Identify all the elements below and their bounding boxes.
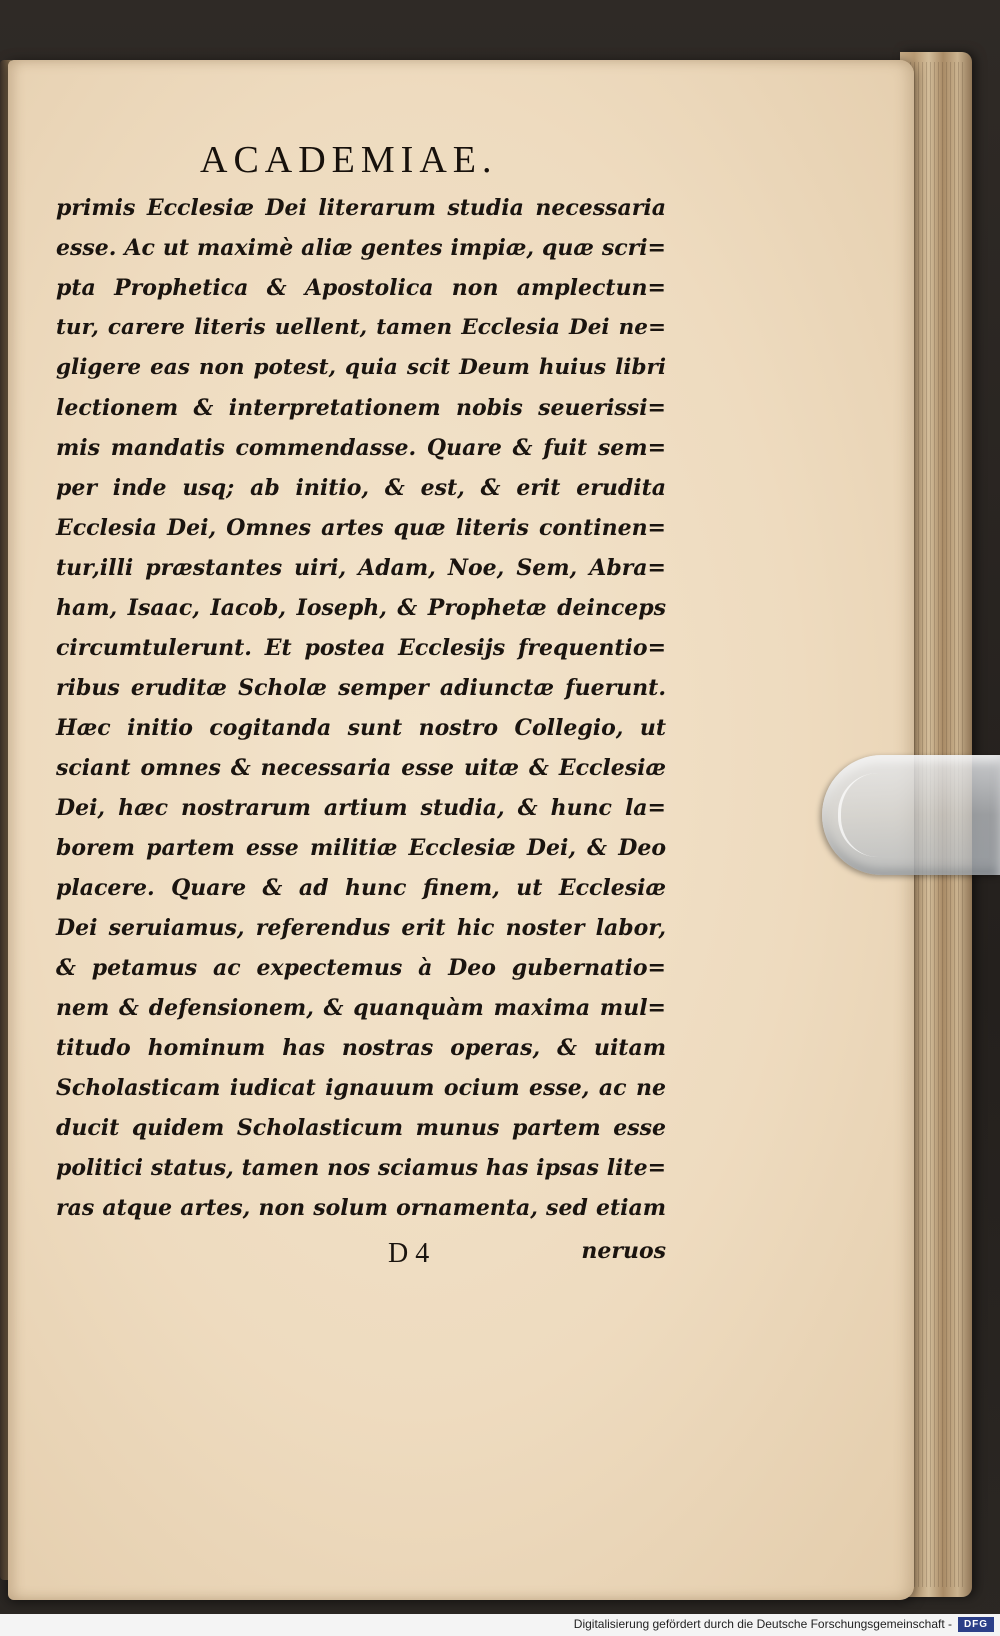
text-line: Ecclesia Dei, Omnes artes quæ literis continen= (56, 515, 666, 541)
dfg-logo: DFG (958, 1617, 994, 1632)
text-line: primis Ecclesiæ Dei literarum studia necessaria (56, 195, 666, 221)
running-header: ACADEMIAE. (200, 139, 498, 181)
signature-mark: D 4 (388, 1238, 430, 1269)
text-line: mis mandatis commendasse. Quare & fuit sem= (56, 435, 666, 461)
text-line: lectionem & interpretationem nobis seuerissi= (56, 395, 666, 421)
credit-text: Digitalisierung gefördert durch die Deutsche Forschungsgemeinschaft - (573, 1617, 952, 1631)
text-line: ducit quidem Scholasticum munus partem esse (56, 1115, 666, 1141)
text-line: gligere eas non potest, quia scit Deum huius libri (56, 355, 666, 380)
text-line: per inde usq; ab initio, & est, & erit erudita (56, 475, 666, 501)
text-line: ras atque artes, non solum ornamenta, sed etiam (56, 1195, 666, 1221)
page-clip (822, 755, 1000, 875)
text-line: Scholasticam iudicat ignauum ocium esse, ac ne (56, 1075, 666, 1101)
text-line: & petamus ac expectemus à Deo gubernatio= (56, 955, 666, 981)
text-line: politici status, tamen nos sciamus has ipsas lite= (56, 1155, 666, 1181)
text-line: circumtulerunt. Et postea Ecclesijs frequentio= (56, 635, 666, 661)
text-line: tur,illi præstantes uiri, Adam, Noe, Sem, Abra= (56, 555, 666, 581)
text-line: ribus eruditæ Scholæ semper adiunctæ fuerunt. (56, 675, 666, 701)
catchword: neruos (581, 1238, 666, 1264)
text-line: sciant omnes & necessaria esse uitæ & Ecclesiæ (56, 755, 666, 781)
text-line: titudo hominum has nostras operas, & uitam (56, 1035, 666, 1061)
text-line: Dei seruiamus, referendus erit hic noster labor, (56, 915, 666, 941)
text-line: esse. Ac ut maximè aliæ gentes impiæ, quæ scri= (56, 235, 666, 261)
text-line: placere. Quare & ad hunc finem, ut Ecclesiæ (56, 875, 666, 901)
body-text (56, 188, 666, 1228)
text-line: pta Prophetica & Apostolica non amplectun= (56, 275, 666, 301)
text-line: Dei, hæc nostrarum artium studia, & hunc la= (56, 795, 666, 821)
text-line: Hæc initio cogitanda sunt nostro Collegio, ut (56, 715, 666, 741)
text-line: ham, Isaac, Iacob, Ioseph, & Prophetæ deinceps (56, 595, 666, 621)
text-line: borem partem esse militiæ Ecclesiæ Dei, & Deo (56, 835, 666, 861)
credit-bar (0, 1614, 1000, 1636)
text-line: tur, carere literis uellent, tamen Ecclesia Dei ne= (56, 315, 666, 340)
text-line: nem & defensionem, & quanquàm maxima mul= (56, 995, 666, 1021)
